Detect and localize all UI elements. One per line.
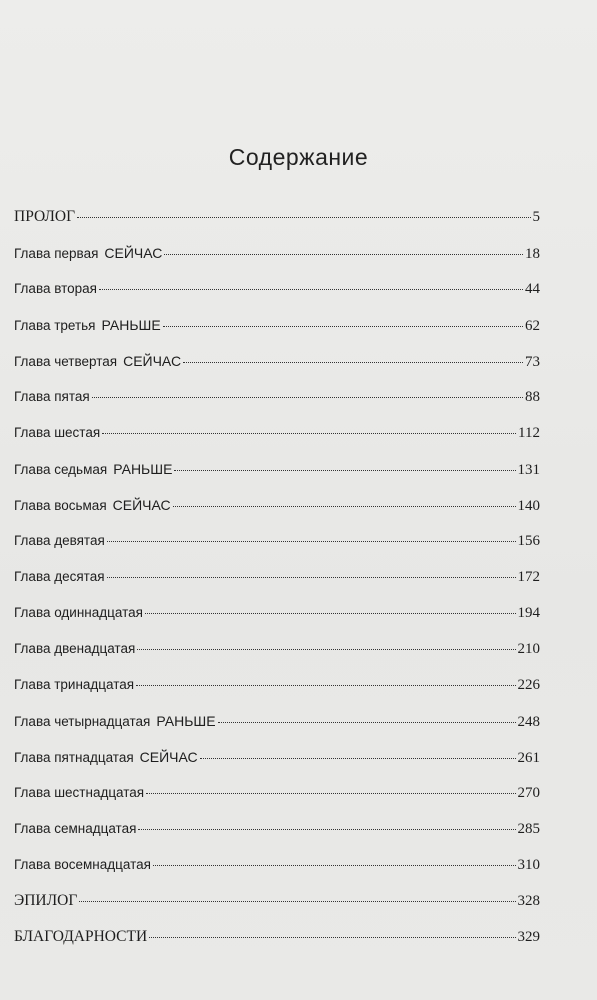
toc-entry xyxy=(14,451,540,487)
chapter-title: Глава одиннадцатая xyxy=(14,605,143,620)
toc-entry xyxy=(14,739,540,775)
toc-entry-label xyxy=(14,451,172,488)
toc-entry xyxy=(14,775,540,811)
page-number: 131 xyxy=(517,462,540,478)
page-number: 210 xyxy=(517,641,540,657)
toc-entry-label xyxy=(14,559,105,595)
chapter-title: Глава тринадцатая xyxy=(14,677,135,692)
dot-leader xyxy=(153,864,516,866)
page-number: 156 xyxy=(517,533,540,549)
dot-leader xyxy=(163,325,523,327)
toc-entry xyxy=(14,379,540,415)
toc-entry-label xyxy=(14,883,77,919)
page-title: Содержание xyxy=(228,144,369,170)
page-number: 112 xyxy=(518,425,540,441)
page-number: 172 xyxy=(517,569,540,585)
page-number: 194 xyxy=(517,605,540,621)
dot-leader xyxy=(99,288,523,290)
page-number: 310 xyxy=(517,857,540,873)
chapter-time-tag: РАНЬШЕ xyxy=(156,713,216,729)
page-number: 285 xyxy=(517,821,540,837)
chapter-title: БЛАГОДАРНОСТИ xyxy=(14,928,148,945)
page-number: 5 xyxy=(532,209,540,225)
toc-entry-label xyxy=(14,343,181,380)
toc-entry xyxy=(14,415,540,451)
chapter-title: Глава шестнадцатая xyxy=(14,785,145,800)
page-number: 88 xyxy=(525,389,540,405)
dot-leader xyxy=(174,469,515,471)
dot-leader xyxy=(173,505,516,507)
toc-entry xyxy=(14,847,540,883)
toc-entry xyxy=(14,559,540,595)
dot-leader xyxy=(107,576,516,578)
toc-entry xyxy=(14,883,540,919)
page-number: 261 xyxy=(517,750,540,766)
dot-leader xyxy=(145,612,516,614)
dot-leader xyxy=(137,648,515,650)
dot-leader xyxy=(107,540,516,542)
dot-leader xyxy=(136,684,515,686)
chapter-time-tag: СЕЙЧАС xyxy=(123,353,182,369)
toc-entry-label xyxy=(14,631,135,667)
page-number: 226 xyxy=(517,677,540,693)
toc-entry-label xyxy=(14,271,97,307)
chapter-time-tag: РАНЬШЕ xyxy=(113,461,173,477)
toc-entry-label xyxy=(14,415,100,451)
page-number: 328 xyxy=(517,893,540,909)
dot-leader xyxy=(92,396,523,398)
chapter-title: Глава восемнадцатая xyxy=(14,857,151,872)
toc-entry xyxy=(14,631,540,667)
toc-entry-label xyxy=(14,307,161,344)
chapter-time-tag: СЕЙЧАС xyxy=(112,497,171,513)
chapter-title: Глава шестая xyxy=(14,425,101,440)
toc-entry xyxy=(14,919,540,955)
toc-entry-label xyxy=(14,739,198,776)
page-number: 270 xyxy=(517,785,540,801)
chapter-time-tag: СЕЙЧАС xyxy=(104,245,163,261)
page-number: 62 xyxy=(525,318,540,334)
dot-leader xyxy=(200,757,516,759)
chapter-title: Глава вторая xyxy=(14,281,97,296)
page-number: 329 xyxy=(517,929,540,945)
toc-entry-label xyxy=(14,919,147,955)
chapter-title: Глава восьмая xyxy=(14,498,107,513)
chapter-time-tag: РАНЬШЕ xyxy=(101,317,161,333)
dot-leader xyxy=(146,792,515,794)
toc-entry-label xyxy=(14,811,136,847)
chapter-title: Глава двенадцатая xyxy=(14,641,136,656)
dot-leader xyxy=(138,828,515,830)
chapter-title: Глава семнадцатая xyxy=(14,821,137,836)
toc-list xyxy=(14,199,540,955)
dot-leader xyxy=(77,216,530,218)
toc-entry-label xyxy=(14,847,151,883)
dot-leader xyxy=(149,936,515,938)
chapter-title: Глава первая xyxy=(14,246,99,261)
toc-entry xyxy=(14,595,540,631)
dot-leader xyxy=(183,361,523,363)
toc-entry xyxy=(14,811,540,847)
chapter-title: Глава десятая xyxy=(14,569,105,584)
toc-entry xyxy=(14,271,540,307)
toc-entry xyxy=(14,343,540,379)
toc-entry-label xyxy=(14,703,216,740)
chapter-title: Глава пятнадцатая xyxy=(14,750,134,765)
chapter-title: ЭПИЛОГ xyxy=(14,892,78,909)
page-number: 140 xyxy=(517,498,540,514)
chapter-title: Глава четырнадцатая xyxy=(14,714,151,729)
toc-entry xyxy=(14,487,540,523)
chapter-title: Глава третья xyxy=(14,318,96,333)
toc-entry xyxy=(14,235,540,271)
dot-leader xyxy=(102,432,516,434)
toc-entry-label xyxy=(14,595,143,631)
page-number: 73 xyxy=(525,354,540,370)
toc-entry-label xyxy=(14,775,144,811)
dot-leader xyxy=(218,721,516,723)
toc-entry xyxy=(14,199,540,235)
chapter-title: Глава девятая xyxy=(14,533,105,548)
toc-entry xyxy=(14,667,540,703)
toc-entry-label xyxy=(14,523,105,559)
page-number: 18 xyxy=(525,246,540,262)
chapter-title: Глава пятая xyxy=(14,389,90,404)
toc-entry xyxy=(14,523,540,559)
toc-entry xyxy=(14,307,540,343)
page-number: 44 xyxy=(525,281,540,297)
chapter-title: Глава седьмая xyxy=(14,462,108,477)
toc-entry-label xyxy=(14,667,134,703)
dot-leader xyxy=(79,900,515,902)
chapter-title: Глава четвертая xyxy=(14,354,118,369)
page-number: 248 xyxy=(517,714,540,730)
chapter-time-tag: СЕЙЧАС xyxy=(139,749,198,765)
toc-entry-label xyxy=(14,487,171,524)
dot-leader xyxy=(164,253,523,255)
chapter-title: ПРОЛОГ xyxy=(14,208,76,225)
toc-entry-label xyxy=(14,235,162,272)
toc-entry-label xyxy=(14,199,75,235)
toc-entry-label xyxy=(14,379,90,415)
toc-entry xyxy=(14,703,540,739)
